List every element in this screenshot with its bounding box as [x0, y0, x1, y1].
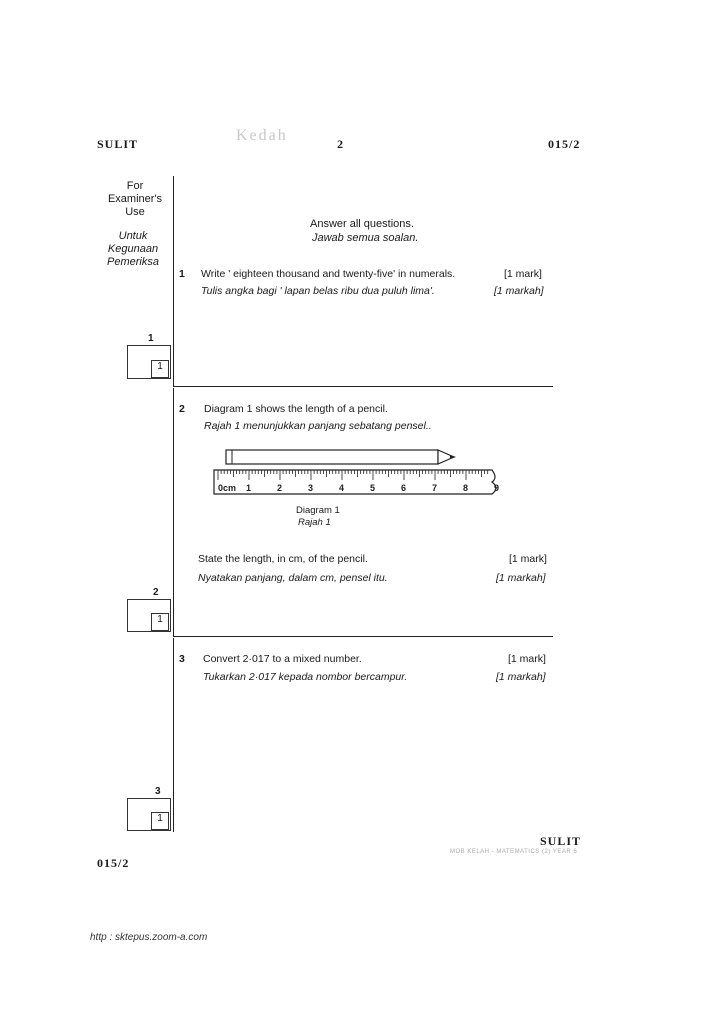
instructions-ms: [312, 232, 418, 244]
header-right: 015/2: [548, 137, 581, 151]
margin-line: [173, 176, 174, 386]
question-3-mark-ms: [1 markah]: [496, 671, 546, 683]
source-url[interactable]: http : sktepus.zoom-a.com: [90, 932, 208, 943]
ruler-label: 0cm: [218, 483, 237, 493]
question-1-text-en: Write ' eighteen thousand and twenty-five' in numerals.: [201, 268, 456, 280]
ruler-label: 1: [246, 483, 252, 493]
margin-line: [173, 638, 174, 832]
mark-box-1-label: 1: [148, 333, 154, 344]
question-2-text-ms: Rajah 1 menunjukkan panjang sebatang pensel..: [204, 420, 432, 432]
header-faint-note: Kedah: [236, 127, 288, 144]
question-1-mark-ms: [1 markah]: [494, 285, 544, 297]
ruler-label: 7: [432, 483, 438, 493]
question-2-sub-ms: Nyatakan panjang, dalam cm, pensel itu.: [198, 572, 388, 584]
question-separator: [173, 386, 553, 387]
mark-box-3-label: 3: [155, 786, 161, 797]
question-3-text-en: Convert 2·017 to a mixed number.: [203, 653, 362, 665]
instructions-en: [310, 218, 414, 230]
footer-small-note: MOB KELAH - MATEMATICS (2) YEAR 6: [450, 849, 578, 855]
ruler-label: 4: [339, 483, 345, 493]
question-1-number: 1: [179, 268, 185, 280]
instructions-text-ms: Jawab semua soalan.: [312, 232, 419, 244]
question-3-number: 3: [179, 653, 185, 665]
instructions-text: Answer all questions.: [310, 218, 414, 230]
mark-box-1-score: 1: [151, 360, 169, 378]
pencil-ruler-diagram: [210, 442, 510, 502]
diagram-caption-en: Diagram 1: [296, 505, 340, 516]
question-2-mark-en: [1 mark]: [509, 553, 547, 565]
question-2-number: 2: [179, 403, 185, 415]
question-separator: [173, 636, 553, 637]
header-left: SULIT: [97, 137, 139, 151]
sidebar-line: Use: [125, 206, 145, 218]
pencil: [226, 450, 456, 464]
examiner-use-ms: [102, 230, 164, 269]
margin-line: [173, 388, 174, 636]
sidebar-line: Untuk: [118, 230, 148, 242]
question-1-mark-en: [1 mark]: [504, 268, 542, 280]
sidebar-line: Pemeriksa: [107, 256, 159, 268]
ruler-label: 8: [463, 483, 469, 493]
question-2-text-en: Diagram 1 shows the length of a pencil.: [204, 403, 388, 415]
page-number: 2: [337, 137, 344, 151]
ruler-label: 3: [308, 483, 314, 493]
question-1-text-ms: Tulis angka bagi ' lapan belas ribu dua puluh lima'.: [201, 285, 435, 297]
question-2-sub-en: State the length, in cm, of the pencil.: [198, 553, 368, 565]
ruler-label: 2: [277, 483, 283, 493]
ruler-label: 9: [494, 483, 500, 493]
sidebar-line: For: [126, 180, 144, 192]
mark-box-2-score: 1: [151, 613, 169, 631]
ruler: [214, 470, 499, 494]
question-2-mark-ms: [1 markah]: [496, 572, 546, 584]
examiner-use-en: [104, 180, 166, 219]
mark-box-2-label: 2: [153, 587, 159, 598]
question-3-text-ms: Tukarkan 2·017 kepada nombor bercampur.: [203, 671, 408, 683]
footer-code: 015/2: [97, 856, 130, 870]
footer-sulit: SULIT: [540, 834, 582, 848]
sidebar-line: Examiner's: [107, 193, 163, 205]
ruler-label: 6: [401, 483, 407, 493]
diagram-caption-ms: Rajah 1: [298, 517, 331, 528]
ruler-label: 5: [370, 483, 376, 493]
question-3-mark-en: [1 mark]: [508, 653, 546, 665]
sidebar-line: Kegunaan: [107, 243, 159, 255]
mark-box-3-score: 1: [151, 812, 169, 830]
